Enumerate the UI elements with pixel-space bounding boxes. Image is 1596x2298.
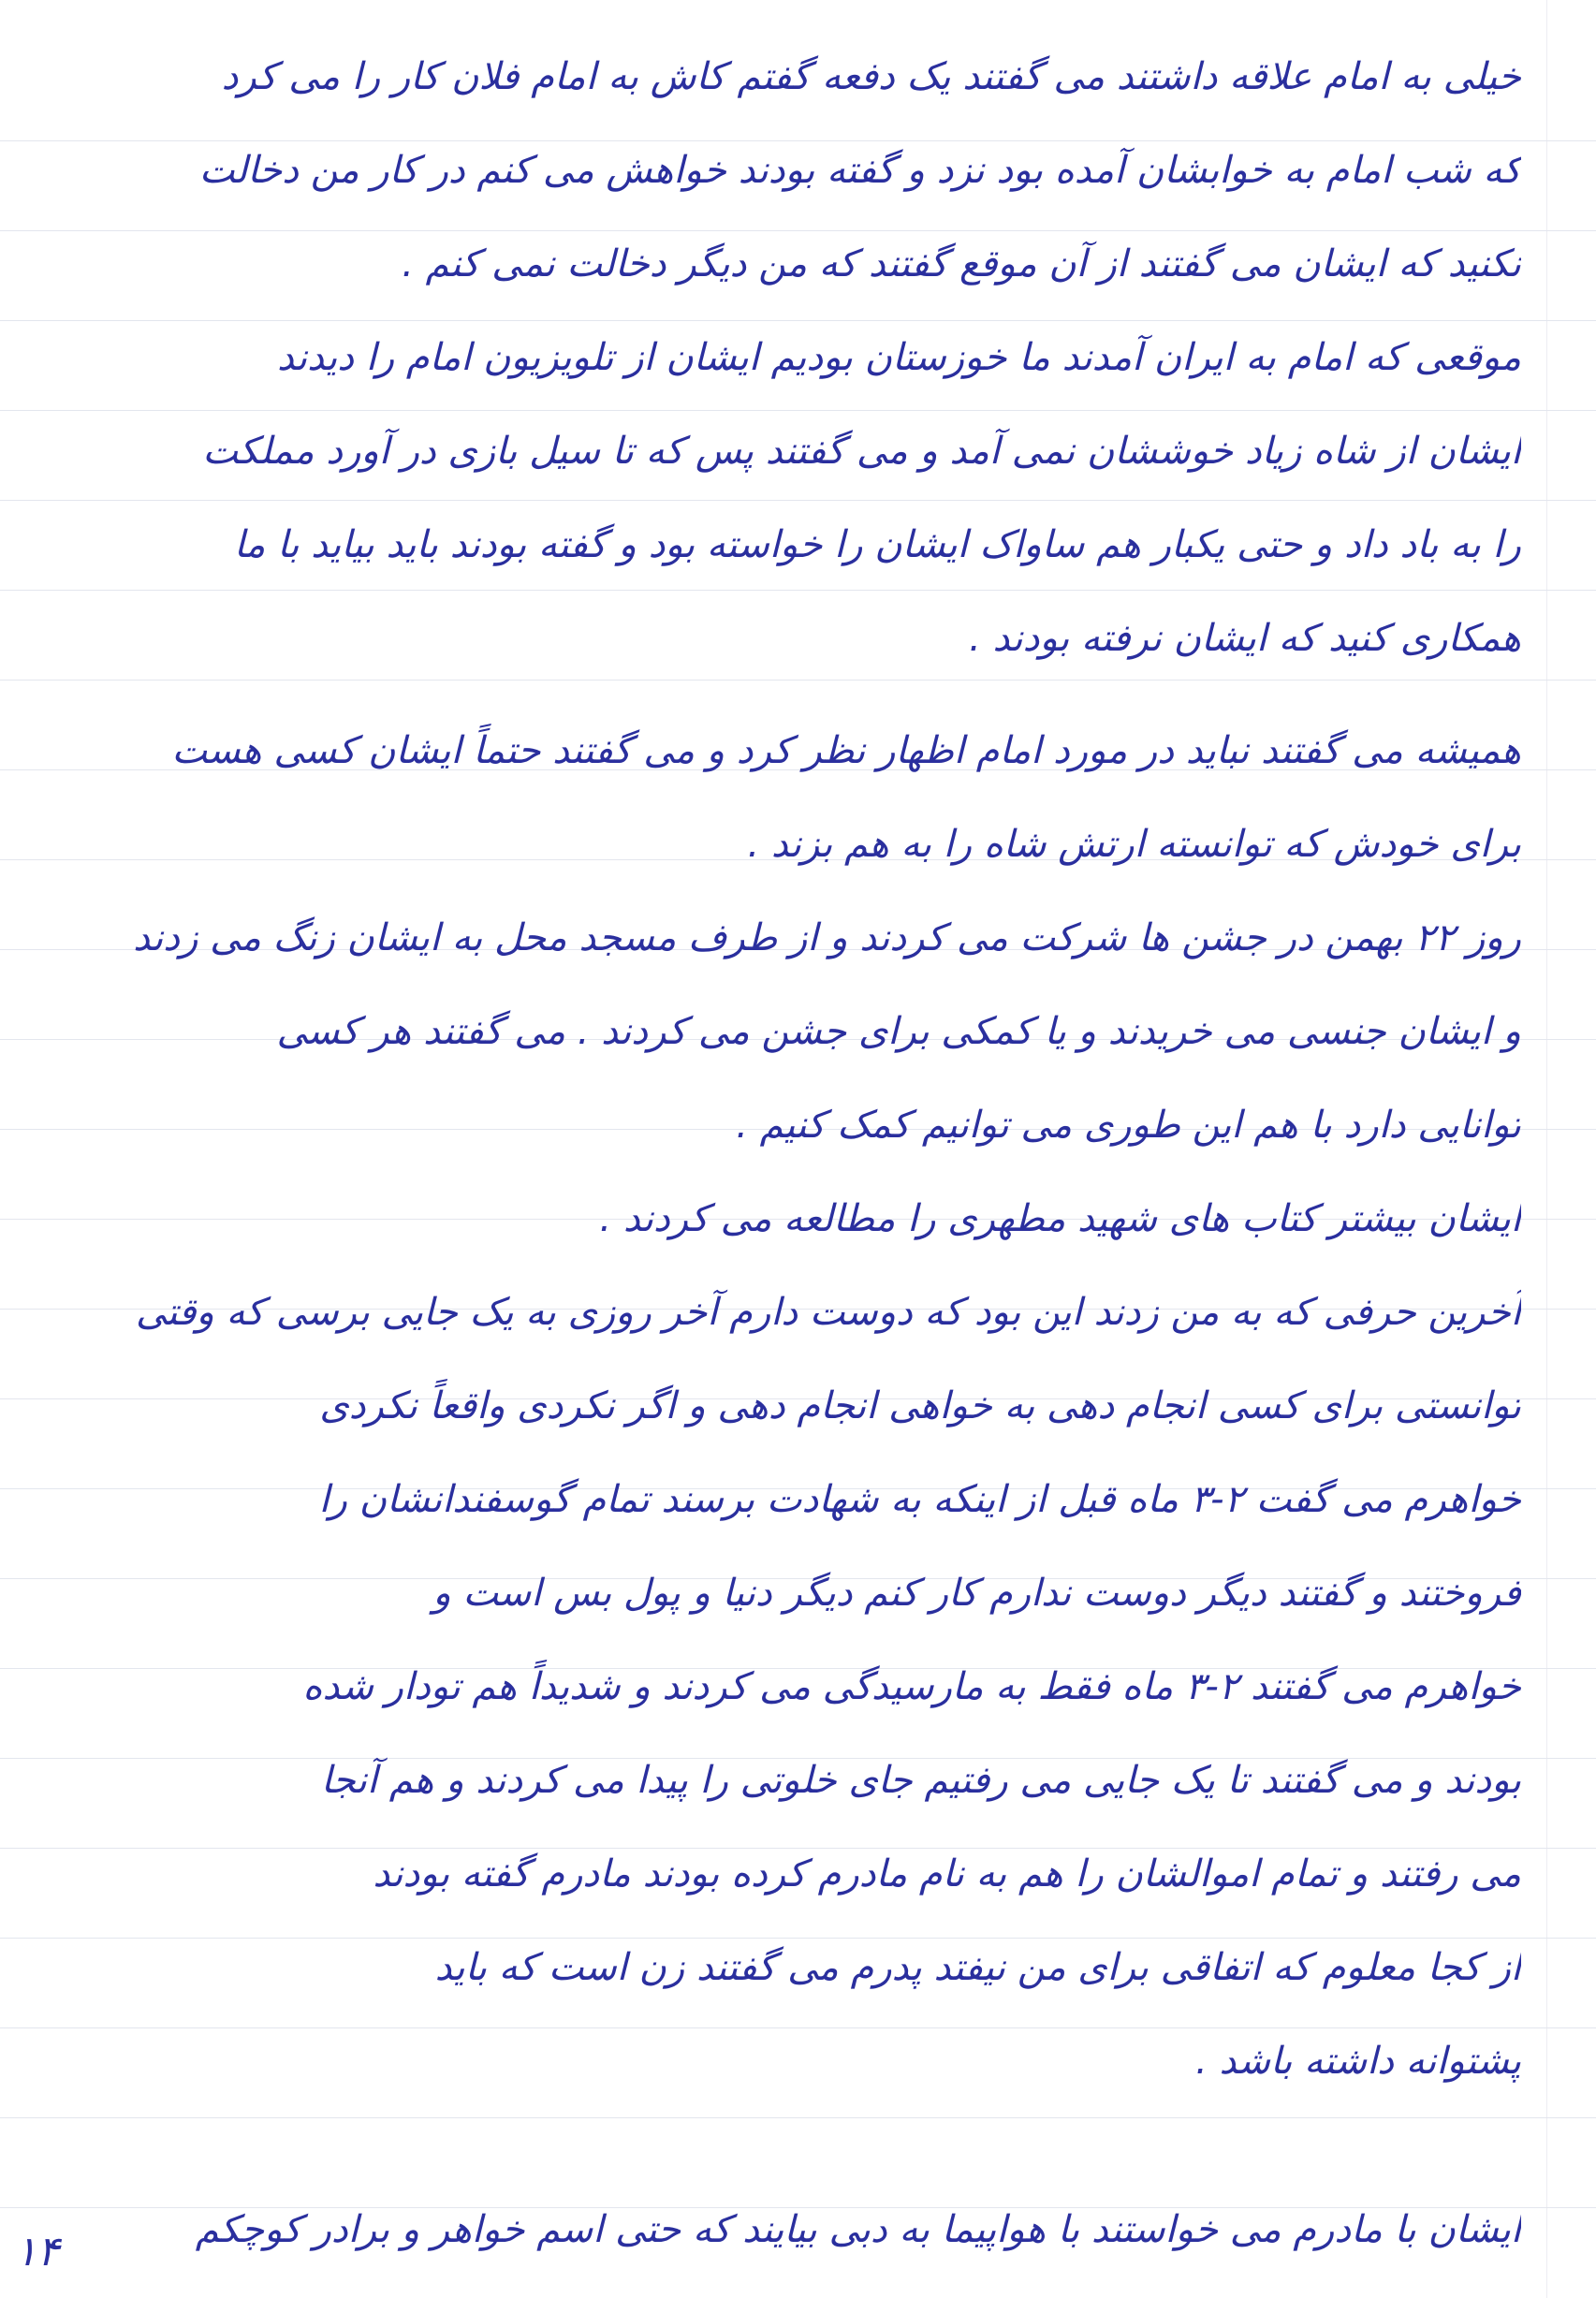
text-line: ایشان از شاه زیاد خوششان نمی آمد و می گفتند پس که تا سیل بازی در آورد مملکت (202, 430, 1521, 473)
page-number: ۱۴ (15, 2228, 60, 2276)
paper-rule (0, 680, 1596, 681)
text-line: که شب امام به خوابشان آمده بود نزد و گفته بودند خواهش می کنم در کار من دخالت (198, 149, 1521, 192)
text-line: همیشه می گفتند نباید در مورد امام اظهار نظر کرد و می گفتند حتماً ایشان کسی هست (171, 729, 1521, 772)
text-line: نکنید که ایشان می گفتند از آن موقع گفتند که من دیگر دخالت نمی کنم . (402, 242, 1521, 285)
text-line: و ایشان جنسی می خریدند و یا کمکی برای جشن می کردند . می گفتند هر کسی (276, 1010, 1521, 1053)
text-line: توانستی برای کسی انجام دهی به خواهی انجام دهی و اگر نکردی واقعاً نکردی (319, 1384, 1521, 1427)
text-line: آخرین حرفی که به من زدند این بود که دوست دارم آخر روزی به یک جایی برسی که وقتی (136, 1291, 1521, 1334)
paper-rule (0, 2117, 1596, 2118)
margin-rule (1546, 0, 1547, 2298)
paper-rule (0, 140, 1596, 141)
paper-rule (0, 320, 1596, 321)
text-line: از کجا معلوم که اتفاقی برای من نیفتد پدرم می گفتند زن است که باید (434, 1946, 1521, 1989)
paper-rule (0, 500, 1596, 501)
text-line: پشتوانه داشته باشد . (1195, 2040, 1521, 2083)
text-line: می رفتند و تمام اموالشان را هم به نام مادرم کرده بودند مادرم گفته بودند (373, 1852, 1521, 1895)
text-line: خیلی به امام علاقه داشتند می گفتند یک دفعه گفتم کاش به امام فلان کار را می کرد (221, 55, 1521, 98)
paper-rule (0, 230, 1596, 231)
text-line: روز ۲۲ بهمن در جشن ها شرکت می کردند و از طرف مسجد محل به ایشان زنگ می زدند (133, 916, 1521, 959)
text-line: بودند و می گفتند تا یک جایی می رفتیم جای خلوتی را پیدا می کردند و هم آنجا (320, 1759, 1521, 1802)
paper-rule (0, 410, 1596, 411)
text-line: خواهرم می گفتند ۲-۳ ماه فقط به مارسیدگی می کردند و شدیداً هم تودار شده (302, 1665, 1521, 1708)
text-line: همکاری کنید که ایشان نرفته بودند . (969, 617, 1521, 660)
paper-rule (0, 2027, 1596, 2028)
text-line: ایشان بیشتر کتاب های شهید مطهری را مطالعه می کردند . (599, 1197, 1521, 1240)
text-line: را به باد داد و حتی یکبار هم ساواک ایشان را خواسته بود و گفته بودند باید بیاید با ما (233, 523, 1521, 566)
text-line: خواهرم می گفت ۲-۳ ماه قبل از اینکه به شهادت برسند تمام گوسفندانشان را (318, 1478, 1521, 1521)
text-line: موقعی که امام به ایران آمدند ما خوزستان بودیم ایشان از تلویزیون امام را دیدند (276, 336, 1521, 379)
paper-rule (0, 590, 1596, 591)
text-line: توانایی دارد با هم این طوری می توانیم کمک کنیم . (736, 1104, 1521, 1147)
paper-rule (0, 1938, 1596, 1939)
text-line: برای خودش که توانسته ارتش شاه را به هم بزند . (747, 823, 1521, 866)
text-line: ایشان با مادرم می خواستند با هواپیما به دبی بیایند که حتی اسم خواهر و برادر کوچکم (195, 2208, 1521, 2251)
text-line: فروختند و گفتند دیگر دوست ندارم کار کنم دیگر دنیا و پول بس است و (432, 1572, 1521, 1615)
